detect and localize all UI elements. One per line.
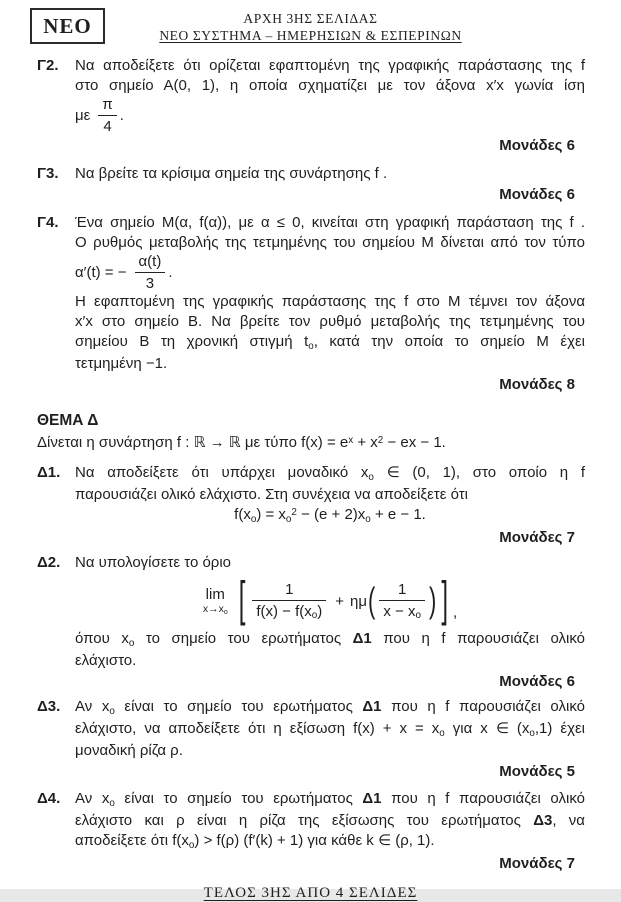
question-label: Δ3. [37, 698, 61, 715]
formula-prefix: με [75, 107, 91, 124]
fraction-denominator: x − xo [383, 602, 421, 622]
text-line: παρουσιάζει ολικό ελάχιστο. Στη συνέχεια να αποδείξετε ότι [75, 486, 468, 503]
marks-label: Μονάδες 6 [499, 137, 575, 154]
question-label: Γ2. [37, 57, 59, 74]
text-line: τετμημένη −1. [75, 355, 168, 372]
sine-function: ημ [350, 592, 368, 610]
page-footer [0, 885, 621, 902]
question-d3 [37, 697, 585, 761]
footer-text: ΤΕΛΟΣ 3ΗΣ ΑΠΟ 4 ΣΕΛΙΔΕΣ [203, 885, 418, 901]
limit-subscript: x→xo [202, 603, 228, 616]
fraction-denominator: f(x) − f(xo) [256, 602, 323, 622]
formula-pi-over-4 [75, 96, 585, 135]
text-line: ελάχιστο, να αποδείξετε ότι η εξίσωση f(x) + x = xo για x ∈ (xo,1) έχει [75, 720, 585, 739]
text-line: ελάχιστο και ρ είναι η ρίζα της εξίσωσης του ερωτήματος Δ3, να [75, 812, 585, 829]
question-label: Δ4. [37, 790, 61, 807]
formula-suffix: . [119, 107, 124, 124]
question-g2 [37, 56, 585, 135]
formula-prefix: α′(t) = − [75, 264, 127, 281]
fraction [135, 253, 166, 292]
text-line: μοναδική ρίζα ρ. [75, 742, 183, 759]
formula-comma: , [452, 604, 458, 621]
formula-limit [75, 573, 585, 629]
question-g4 [37, 213, 585, 374]
text-line: Αν xo είναι το σημείο του ερωτήματος Δ1 που η f παρουσιάζει ολικό [75, 790, 585, 809]
formula-fx0: $f(xo) = xo^2 - (e + 2)xo + e - 1$. [234, 506, 426, 525]
thema-d-title: ΘΕΜΑ Δ [37, 412, 99, 429]
fraction-numerator: α(t) [135, 253, 166, 273]
header-title: ΑΡΧΗ 3ΗΣ ΣΕΛΙΔΑΣ [243, 11, 378, 26]
marks-label: Μονάδες 7 [499, 529, 575, 546]
marks-label: Μονάδες 6 [499, 186, 575, 203]
text-line: Ένα σημείο Μ(α, f(α)), με α ≤ 0, κινείται στη γραφική παράσταση της f . [75, 214, 585, 231]
text-line: σημείου Β τη χρονική στιγμή to, κατά την οποία το σημείο Μ έχει [75, 333, 585, 352]
fraction [379, 581, 425, 622]
right-bracket: ] [441, 572, 448, 628]
text-line: ελάχιστο. [75, 652, 137, 669]
marks-label: Μονάδες 5 [499, 763, 575, 780]
text-line: στο σημείο Α(0, 1), η οποία σχηματίζει με τον άξονα x′x γωνία ίση [75, 77, 585, 94]
fraction-numerator: 1 [252, 581, 326, 601]
formula-alpha-prime [75, 253, 585, 292]
neo-badge: ΝΕΟ [30, 8, 105, 44]
text-line: Ο ρυθμός μεταβολής της τετμημένης του σημείου Μ δίνεται από τον τύπο [75, 234, 585, 251]
text-line: Η εφαπτομένη της γραφικής παράστασης της f στο Μ τέμνει τον άξονα [75, 293, 585, 310]
plus-operator: + [335, 592, 345, 610]
fraction-denominator: 3 [145, 275, 155, 292]
text-line: Αν xo είναι το σημείο του ερωτήματος Δ1 που η f παρουσιάζει ολικό [75, 698, 585, 717]
text-line: Να βρείτε τα κρίσιμα σημεία της συνάρτησης f . [75, 165, 388, 182]
question-d1 [37, 463, 585, 527]
question-label: Δ1. [37, 464, 61, 481]
marks-label: Μονάδες 8 [499, 376, 575, 393]
question-label: Γ3. [37, 165, 59, 182]
limit-text: lim [205, 586, 225, 604]
marks-label: Μονάδες 6 [499, 673, 575, 690]
question-g3 [37, 164, 585, 184]
right-paren: ) [428, 580, 437, 621]
fraction [252, 581, 326, 622]
text-line: Να αποδείξετε ότι ορίζεται εφαπτομένη της γραφικής παράστασης της f [75, 57, 585, 74]
question-d4 [37, 789, 585, 853]
question-label: Δ2. [37, 554, 61, 571]
formula-suffix: . [168, 264, 173, 281]
fraction-numerator: π [98, 96, 116, 116]
fraction-numerator: 1 [379, 581, 425, 601]
text-line: όπου xo το σημείο του ερωτήματος Δ1 που η f παρουσιάζει ολικό [75, 630, 585, 649]
text-line: Να αποδείξετε ότι υπάρχει μοναδικό xo ∈ (0, 1), στο οποίο η f [75, 464, 586, 483]
marks-label: Μονάδες 7 [499, 855, 575, 872]
question-label: Γ4. [37, 214, 59, 231]
fraction-denominator: 4 [103, 118, 112, 135]
text-line: x′x στο σημείο Β. Να βρείτε τον ρυθμό μεταβολής της τετμημένης του [75, 313, 585, 330]
header-subtitle: ΝΕΟ ΣΥΣΤΗΜΑ – ΗΜΕΡΗΣΙΩΝ & ΕΣΠΕΡΙΝΩΝ [159, 28, 462, 43]
question-d2 [37, 553, 585, 671]
text-line: Να υπολογίσετε το όριο [75, 554, 232, 571]
limit-operator [203, 587, 228, 615]
left-bracket: [ [238, 572, 246, 628]
left-paren: ( [368, 580, 376, 621]
fraction [98, 96, 116, 135]
thema-d-intro: Δίνεται η συνάρτηση f : ℝ → ℝ με τύπο $f(x) = e^x + x^2$ − ex − 1. [37, 434, 446, 451]
text-line: αποδείξετε ότι f(xo) > f(ρ) (f′(k) + 1) για κάθε k ∈ (ρ, 1). [75, 832, 435, 851]
